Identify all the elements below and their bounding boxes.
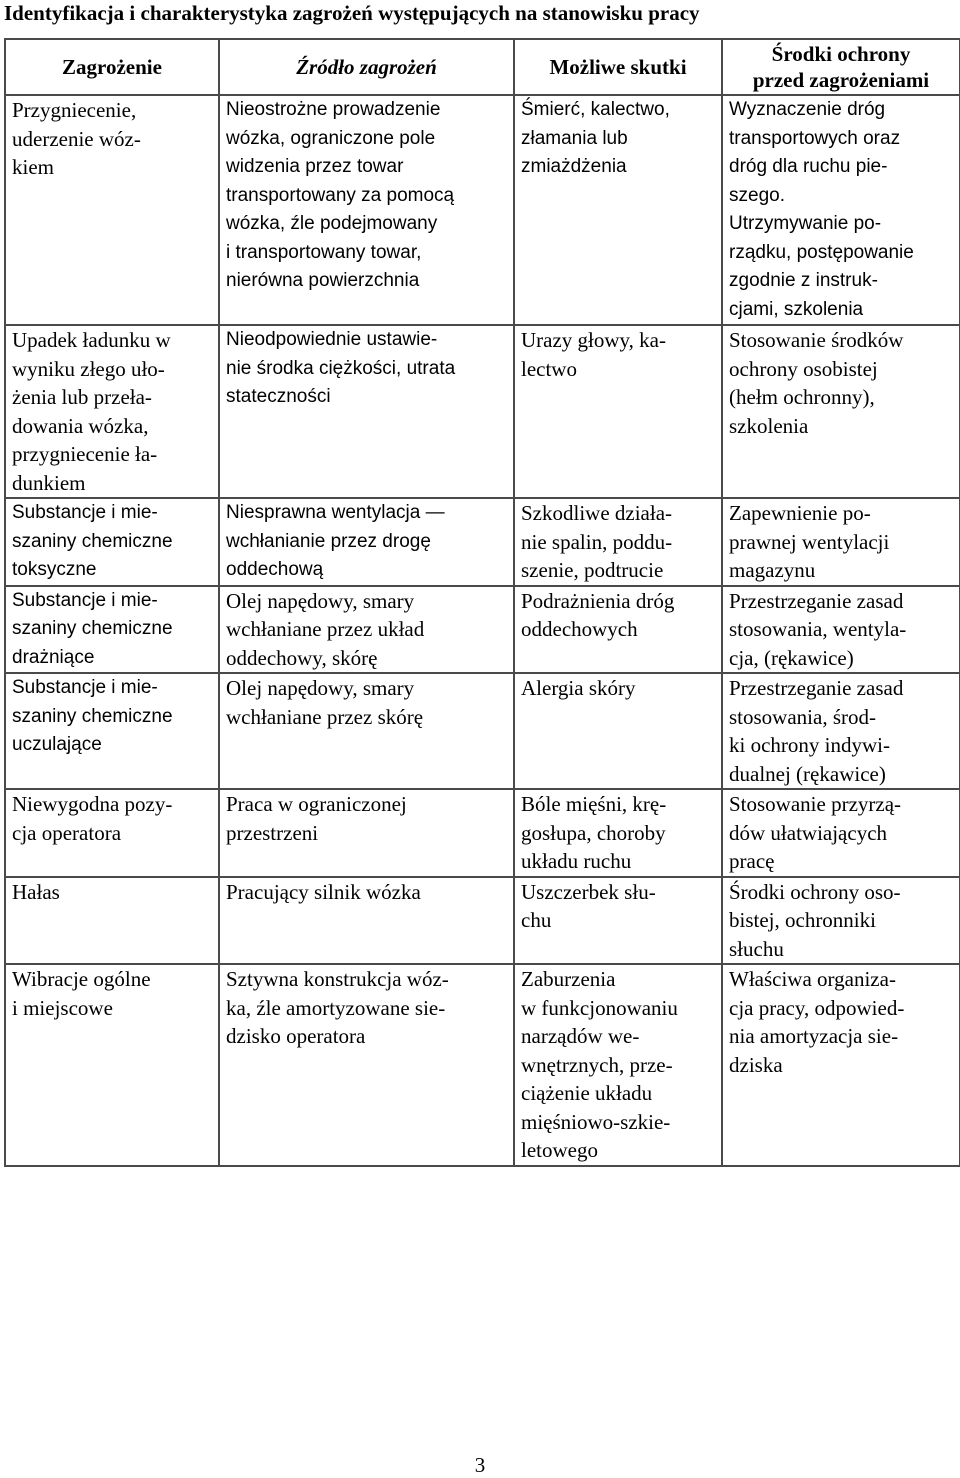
hazard-table xyxy=(4,38,960,1167)
cell-line: układu ruchu xyxy=(521,849,632,873)
table-row xyxy=(5,789,960,877)
cell-line: kiem xyxy=(12,155,54,179)
cell-line: magazynu xyxy=(729,558,816,582)
cell-line: Substancje i mie- xyxy=(12,589,158,611)
cell-line: stateczności xyxy=(226,386,331,407)
cell-line: cja operatora xyxy=(12,820,122,845)
cell-line: Szkodliwe działa- xyxy=(521,501,673,525)
cell-line: toksyczne xyxy=(12,559,97,580)
cell-line: wnętrznych, prze- xyxy=(521,1052,673,1077)
cell-line: Substancje i mie- xyxy=(12,502,158,523)
cell-line: Stosowanie przyrzą- xyxy=(729,792,902,816)
table-row xyxy=(5,498,960,586)
cell-line: przestrzeni xyxy=(226,820,319,845)
cell-line: Olej napędowy, smary xyxy=(226,588,415,613)
cell-protection xyxy=(722,498,960,586)
cell-source xyxy=(219,325,514,498)
header-protection-line: przed zagrożeniami xyxy=(752,68,930,92)
cell-line: Olej napędowy, smary xyxy=(226,676,415,700)
cell-line: cjami, szkolenia xyxy=(729,298,864,320)
cell-line: Wyznaczenie dróg xyxy=(729,99,886,120)
cell-line: drażniące xyxy=(12,646,95,668)
cell-hazard xyxy=(5,877,219,965)
cell-source xyxy=(219,95,514,325)
cell-line: szaniny chemiczne xyxy=(12,705,173,727)
cell-line: zmiażdżenia xyxy=(521,156,627,177)
cell-line: Nieostrożne prowadzenie xyxy=(226,99,441,120)
cell-line: dualnej (rękawice) xyxy=(729,761,886,786)
cell-line: zgodnie z instruk- xyxy=(729,270,878,291)
cell-line: Podrażnienia dróg xyxy=(521,588,675,613)
header-source: Źródło zagrożeń xyxy=(219,39,514,95)
cell-line: nie środka ciężkości, utrata xyxy=(226,357,456,379)
cell-protection xyxy=(722,964,960,1166)
cell-line: wchłanianie przez drogę xyxy=(226,530,431,552)
cell-hazard xyxy=(5,586,219,674)
header-protection xyxy=(722,39,960,95)
cell-line: gosłupa, choroby xyxy=(521,820,666,845)
cell-line: transportowany za pomocą xyxy=(226,184,455,206)
table-row xyxy=(5,673,960,789)
cell-line: Alergia skóry xyxy=(521,676,636,700)
cell-hazard xyxy=(5,95,219,325)
cell-line: rządku, postępowanie xyxy=(729,241,914,263)
cell-line: Upadek ładunku w xyxy=(12,328,171,352)
cell-line: pracę xyxy=(729,849,775,873)
cell-protection xyxy=(722,673,960,789)
cell-line: oddechowy, skórę xyxy=(226,645,378,670)
cell-line: Uszczerbek słu- xyxy=(521,879,656,904)
cell-source xyxy=(219,586,514,674)
table-row xyxy=(5,325,960,498)
cell-effects xyxy=(514,789,722,877)
cell-line: Stosowanie środków xyxy=(729,328,904,352)
page-number: 3 xyxy=(474,1453,486,1477)
cell-line: uczulające xyxy=(12,734,102,755)
cell-line: Sztywna konstrukcja wóz- xyxy=(226,967,449,991)
cell-effects xyxy=(514,498,722,586)
cell-line: słuchu xyxy=(729,936,784,961)
cell-line: transportowych oraz xyxy=(729,127,901,149)
cell-line: oddechową xyxy=(226,559,324,580)
cell-line: szaniny chemiczne xyxy=(12,618,173,639)
cell-line: prawnej wentylacji xyxy=(729,529,890,554)
cell-line: wchłaniane przez układ xyxy=(226,617,425,641)
cell-line: ki ochrony indywi- xyxy=(729,733,890,757)
table-row xyxy=(5,964,960,1166)
cell-line: cja, (rękawice) xyxy=(729,645,854,670)
cell-line: stosowania, wentyla- xyxy=(729,617,907,641)
cell-hazard xyxy=(5,325,219,498)
cell-line: wyniku złego uło- xyxy=(12,356,165,381)
table-row xyxy=(5,586,960,674)
header-protection-line: Środki ochrony xyxy=(771,42,911,66)
cell-line: cja pracy, odpowied- xyxy=(729,995,905,1020)
cell-line: szkolenia xyxy=(729,413,809,438)
cell-line: w funkcjonowaniu xyxy=(521,995,678,1020)
cell-line: ciążenie układu xyxy=(521,1081,653,1105)
cell-line: i transportowany towar, xyxy=(226,241,422,263)
cell-line: Przestrzeganie zasad xyxy=(729,588,904,613)
cell-line: dowania wózka, xyxy=(12,413,149,438)
cell-source xyxy=(219,964,514,1166)
cell-line: złamania lub xyxy=(521,127,628,149)
cell-line: Urazy głowy, ka- xyxy=(521,328,667,352)
cell-protection xyxy=(722,325,960,498)
cell-source xyxy=(219,789,514,877)
cell-line: Niewygodna pozy- xyxy=(12,792,173,816)
page-title: Identyfikacja i charakterystyka zagrożeń występujących na stanowisku pracy xyxy=(4,1,700,25)
cell-effects xyxy=(514,964,722,1166)
cell-line: oddechowych xyxy=(521,617,638,641)
cell-hazard xyxy=(5,498,219,586)
cell-protection xyxy=(722,95,960,325)
cell-line: Hałas xyxy=(12,879,60,904)
cell-line: żenia lub przeła- xyxy=(12,385,152,409)
cell-line: szenie, podtrucie xyxy=(521,558,664,582)
cell-line: narządów we- xyxy=(521,1024,640,1048)
cell-effects xyxy=(514,325,722,498)
cell-protection xyxy=(722,789,960,877)
cell-line: letowego xyxy=(521,1138,598,1162)
cell-line: Środki ochrony oso- xyxy=(729,879,901,904)
cell-line: Bóle mięśni, krę- xyxy=(521,792,667,816)
cell-line: widzenia przez towar xyxy=(226,156,404,177)
table-row xyxy=(5,877,960,965)
cell-line: lectwo xyxy=(521,356,577,381)
cell-line: Zapewnienie po- xyxy=(729,501,871,525)
cell-protection xyxy=(722,586,960,674)
cell-line: dziska xyxy=(729,1052,783,1077)
cell-line: chu xyxy=(521,908,552,932)
cell-line: Niesprawna wentylacja — xyxy=(226,502,445,523)
header-hazard: Zagrożenie xyxy=(5,39,219,95)
cell-line: nie spalin, poddu- xyxy=(521,529,673,554)
cell-line: dów ułatwiających xyxy=(729,820,888,845)
cell-line: nierówna powierzchnia xyxy=(226,270,420,291)
cell-line: Utrzymywanie po- xyxy=(729,213,882,234)
cell-effects xyxy=(514,586,722,674)
cell-line: wózka, źle podejmowany xyxy=(226,213,438,234)
cell-protection xyxy=(722,877,960,965)
cell-line: Przygniecenie, xyxy=(12,98,137,122)
cell-effects xyxy=(514,673,722,789)
header-effects: Możliwe skutki xyxy=(514,39,722,95)
cell-effects xyxy=(514,95,722,325)
cell-hazard xyxy=(5,673,219,789)
cell-line: Substancje i mie- xyxy=(12,677,158,698)
cell-line: ka, źle amortyzowane sie- xyxy=(226,995,446,1020)
cell-effects xyxy=(514,877,722,965)
cell-line: (hełm ochronny), xyxy=(729,385,875,409)
cell-line: Właściwa organiza- xyxy=(729,967,896,991)
cell-line: Pracujący silnik wózka xyxy=(226,879,421,904)
cell-line: dróg dla ruchu pie- xyxy=(729,156,888,177)
cell-line: uderzenie wóz- xyxy=(12,126,141,151)
cell-line: Wibracje ogólne xyxy=(12,967,151,991)
cell-hazard xyxy=(5,789,219,877)
table-header-row xyxy=(5,39,960,95)
cell-line: przygniecenie ła- xyxy=(12,442,158,466)
cell-line: szaniny chemiczne xyxy=(12,530,173,552)
cell-line: Przestrzeganie zasad xyxy=(729,676,904,700)
cell-line: Zaburzenia xyxy=(521,967,616,991)
cell-source xyxy=(219,498,514,586)
cell-line: nia amortyzacja sie- xyxy=(729,1024,899,1048)
cell-line: i miejscowe xyxy=(12,995,113,1020)
cell-line: Praca w ograniczonej xyxy=(226,792,407,816)
cell-line: szego. xyxy=(729,184,785,206)
cell-line: bistej, ochronniki xyxy=(729,908,876,932)
cell-line: Śmierć, kalectwo, xyxy=(521,99,670,120)
cell-hazard xyxy=(5,964,219,1166)
cell-line: stosowania, środ- xyxy=(729,704,876,729)
cell-source xyxy=(219,673,514,789)
cell-line: dunkiem xyxy=(12,470,86,495)
table-row xyxy=(5,95,960,325)
cell-source xyxy=(219,877,514,965)
cell-line: wózka, ograniczone pole xyxy=(226,127,436,149)
cell-line: Nieodpowiednie ustawie- xyxy=(226,329,438,350)
cell-line: wchłaniane przez skórę xyxy=(226,704,424,729)
cell-line: mięśniowo-szkie- xyxy=(521,1109,671,1134)
cell-line: dzisko operatora xyxy=(226,1024,366,1048)
cell-line: ochrony osobistej xyxy=(729,356,878,381)
